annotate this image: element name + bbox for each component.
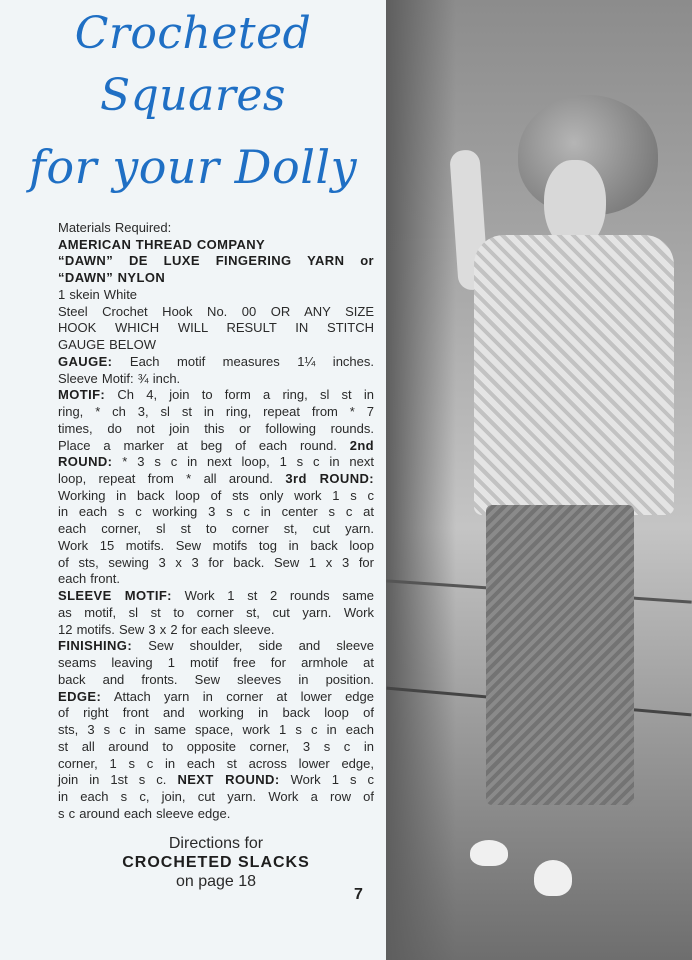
instruction-line [58,220,374,237]
instruction-text: loop, repeat from * all around. [58,471,286,487]
instruction-line [58,722,374,739]
instruction-text: in each s c, join, cut yarn. Work a row of [58,788,374,804]
instruction-text: Sew shoulder, side and sleeve [132,638,374,654]
instruction-line [58,789,374,806]
instruction-text: each front. [58,571,120,587]
instruction-line [58,237,374,254]
instruction-text: Sleeve Motif: ¾ inch. [58,370,181,386]
instruction-text: back and fronts. Sew sleeves in position. [58,671,374,687]
instruction-line [58,571,374,588]
instruction-line [58,488,374,505]
instruction-text: Work 1 s c [279,772,374,788]
slacks-directions-note [58,834,374,891]
instruction-text: 12 motifs. Sew 3 x 2 for each sleeve. [58,621,275,637]
instruction-line [58,421,374,438]
instruction-text: Each motif measures 1¼ inches. [112,353,374,369]
instruction-text: join in 1st s c. [58,772,178,788]
instruction-text: * 3 s c in next loop, 1 s c in next [112,454,374,470]
instruction-line [58,504,374,521]
instruction-text: 1 skein White [58,286,138,302]
instruction-text: Materials Required: [58,220,172,235]
instruction-line [58,605,374,622]
instruction-text: GAUGE BELOW [58,337,157,353]
title-line-3: for your Dolly [28,140,358,194]
instruction-text: sts, 3 s c in same space, work 1 s c in each [58,722,374,738]
instruction-text: as motif, sl st to corner st, cut yarn. Work [58,604,374,620]
doll-shoe [470,840,508,866]
instruction-line [58,806,374,823]
instruction-text: HOOK WHICH WILL RESULT IN STITCH [58,320,374,336]
instruction-line [58,538,374,555]
instruction-line [58,705,374,722]
bold-heading-text: “DAWN” NYLON [58,270,166,286]
photo-backdrop-shadow [386,0,456,960]
doll-shoe [534,860,572,896]
doll-slacks [486,505,634,805]
instruction-line [58,304,374,321]
footer-line-1: Directions for [168,835,264,852]
bold-heading-text: MOTIF: [58,387,106,403]
instruction-line [58,320,374,337]
instruction-line [58,253,374,270]
instruction-text: seams leaving 1 motif free for armhole at [58,655,374,671]
title-line-2: Squares [99,70,287,121]
instruction-line [58,337,374,354]
bold-heading-text: ROUND: [58,454,113,470]
bold-heading-text: “DAWN” DE LUXE FINGERING YARN or [58,253,374,269]
bold-heading-text: AMERICAN THREAD COMPANY [58,236,266,252]
instruction-text: Steel Crochet Hook No. 00 OR ANY SIZE [58,303,374,319]
instruction-line [58,354,374,371]
instruction-line [58,454,374,471]
instruction-line [58,588,374,605]
bold-heading-text: SLEEVE MOTIF: [58,588,172,604]
instruction-line [58,287,374,304]
instruction-line [58,555,374,572]
instruction-text: of sts, sewing 3 x 3 for back. Sew 1 x 3 for [58,554,374,570]
instruction-line [58,521,374,538]
instruction-line [58,438,374,455]
instruction-text: st all around to opposite corner, 3 s c in [58,738,374,754]
instruction-line [58,739,374,756]
instruction-text: of right front and working in back loop of [58,705,374,721]
instruction-text: ring, * ch 3, sl st in ring, repeat from * 7 [58,404,374,420]
page-number: 7 [354,886,363,903]
instruction-text: Attach yarn in corner at lower edge [101,688,374,704]
instruction-line [58,772,374,789]
instruction-line [58,689,374,706]
instruction-line [58,404,374,421]
instruction-line [58,471,374,488]
instruction-line [58,270,374,287]
instruction-text: s c around each sleeve edge. [58,805,231,821]
bold-heading-text: NEXT ROUND: [177,772,280,788]
instruction-text: corner, 1 s c in each st across lower edge, [58,755,374,771]
instruction-text: in each s c working 3 s c in center s c at [58,504,374,520]
footer-line-3: on page 18 [175,873,257,890]
instruction-line [58,387,374,404]
title-line-1: Crocheted [74,8,312,59]
instruction-line [58,638,374,655]
bold-heading-text: 2nd [349,437,374,453]
instruction-line [58,672,374,689]
instruction-text: Ch 4, join to form a ring, sl st in [105,387,374,403]
pattern-instructions [58,220,374,822]
doll-photo [386,0,692,960]
bold-heading-text: EDGE: [58,688,102,704]
instruction-text: each corner, sl st to corner st, cut yarn. [58,521,374,537]
instruction-text: Working in back loop of sts only work 1 s c [58,487,374,503]
footer-line-2: CROCHETED SLACKS [122,854,310,871]
instruction-text: times, do not join this or following rounds. [58,420,374,436]
instruction-line [58,655,374,672]
instruction-line [58,622,374,639]
instruction-text: Work 1 st 2 rounds same [171,588,375,604]
instruction-text: Place a marker at beg of each round. [58,437,350,453]
bold-heading-text: 3rd ROUND: [285,471,374,487]
doll-jacket [474,235,674,515]
bold-heading-text: GAUGE: [58,353,113,369]
instruction-line [58,756,374,773]
instruction-line [58,371,374,388]
instruction-text: Work 15 motifs. Sew motifs tog in back loop [58,537,374,553]
bold-heading-text: FINISHING: [58,638,133,654]
